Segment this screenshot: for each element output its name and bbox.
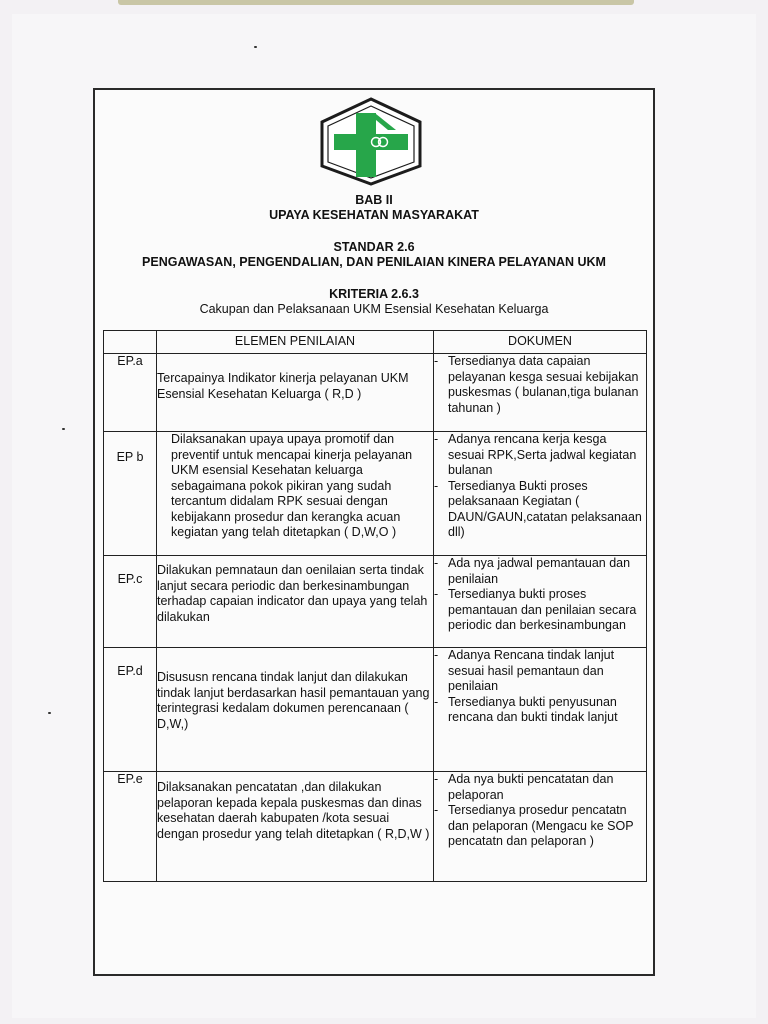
table-row (104, 354, 647, 432)
chapter-number: BAB II (355, 193, 393, 207)
document-item: - Adanya rencana kerja kesga sesuai RPK,Serta jadwal kegiatan bulanan (434, 432, 646, 479)
document-item: - Ada nya jadwal pemantauan dan penilaian (434, 556, 646, 587)
element-cell (157, 772, 434, 882)
element-text: Disususn rencana tindak lanjut dan dilakukan tindak lanjut berdasarkan hasil pemantauan yang terintegrasi kedalam dokumen perencanaan ( D,W,) (157, 670, 430, 731)
document-item: - Tersedianya bukti penyusunan rencana dan bukti tindak lanjut (434, 695, 646, 726)
code-column-header (104, 331, 157, 354)
element-cell (157, 556, 434, 648)
element-text: Dilaksanakan pencatatan ,dan dilakukan pelaporan kepada kepala puskesmas dan dinas kesehatan daerah kabupaten /kota sesuai dengan prosedur yang telah ditetapkan ( R,D,W ) (157, 780, 430, 841)
assessment-table (103, 330, 647, 882)
element-cell (157, 648, 434, 772)
chapter-heading (93, 193, 655, 223)
table-row (104, 648, 647, 772)
table-row (104, 772, 647, 882)
criteria-title: Cakupan dan Pelaksanaan UKM Esensial Kesehatan Keluarga (199, 302, 549, 316)
table-header-row (104, 331, 647, 354)
standard-heading (93, 240, 655, 270)
document-item: - Tersedianya Bukti proses pelaksanaan Kegiatan ( DAUN/GAUN,catatan pelaksanaan dll) (434, 479, 646, 541)
ep-code (104, 354, 157, 432)
criteria-number: KRITERIA 2.6.3 (329, 287, 419, 301)
ep-code (104, 432, 157, 556)
standard-title: PENGAWASAN, PENGENDALIAN, DAN PENILAIAN KINERA PELAYANAN UKM (142, 255, 606, 269)
element-cell (157, 432, 434, 556)
document-item: - Adanya Rencana tindak lanjut sesuai hasil pemantaun dan penilaian (434, 648, 646, 695)
ep-code-text: EP b (116, 450, 144, 464)
document-cell (434, 354, 647, 432)
chapter-title: UPAYA KESEHATAN MASYARAKAT (269, 208, 479, 222)
document-cell (434, 772, 647, 882)
paper-edge-strip (118, 0, 634, 5)
document-column-header: DOKUMEN (434, 331, 647, 354)
scan-speck (48, 712, 51, 714)
ep-code-text: EP.a (117, 354, 143, 368)
scan-speck (62, 428, 65, 430)
document-cell (434, 648, 647, 772)
table-row (104, 432, 647, 556)
element-text: Dilaksanakan upaya upaya promotif dan preventif untuk mencapai kinerja pelayanan UKM esensial Kesehatan keluarga sebagaimana pokok pikiran yang sudah tercantum didalam RPK sesuai dengan kebijakann prosedur dan kerangka acuan kegiatan yang telah ditetapkan ( D,W,O ) (171, 432, 413, 539)
document-cell (434, 432, 647, 556)
table-row (104, 556, 647, 648)
document-item: - Tersedianya bukti proses pemantauan dan penilaian secara periodic dan berkesinambungan (434, 587, 646, 634)
document-item: - Tersedianya prosedur pencatatn dan pelaporan (Mengacu ke SOP pencatatn dan pelaporan ) (434, 803, 646, 850)
document-cell (434, 556, 647, 648)
ep-code-text: EP.d (117, 664, 143, 678)
ep-code (104, 772, 157, 882)
document-item: - Ada nya bukti pencatatan dan pelaporan (434, 772, 646, 803)
element-column-header: ELEMEN PENILAIAN (157, 331, 434, 354)
kemenkes-logo-icon (318, 96, 424, 186)
ep-code-text: EP.e (117, 772, 143, 786)
ep-code (104, 648, 157, 772)
ep-code (104, 556, 157, 648)
element-text: Dilakukan pemnataun dan oenilaian serta tindak lanjut secara periodic dan berkesinambungan terhadap capaian indicator dan upaya yang telah dilakukan (157, 563, 428, 624)
ep-code-text: EP.c (117, 572, 143, 586)
standard-number: STANDAR 2.6 (333, 240, 415, 254)
scan-speck (254, 46, 257, 48)
element-cell (157, 354, 434, 432)
criteria-heading (93, 287, 655, 317)
document-item: - Tersedianya data capaian pelayanan kesga sesuai kebijakan puskesmas ( bulanan,tiga bulanan tahunan ) (434, 354, 646, 416)
element-text: Tercapainya Indikator kinerja pelayanan UKM Esensial Kesehatan Keluarga ( R,D ) (157, 371, 409, 401)
